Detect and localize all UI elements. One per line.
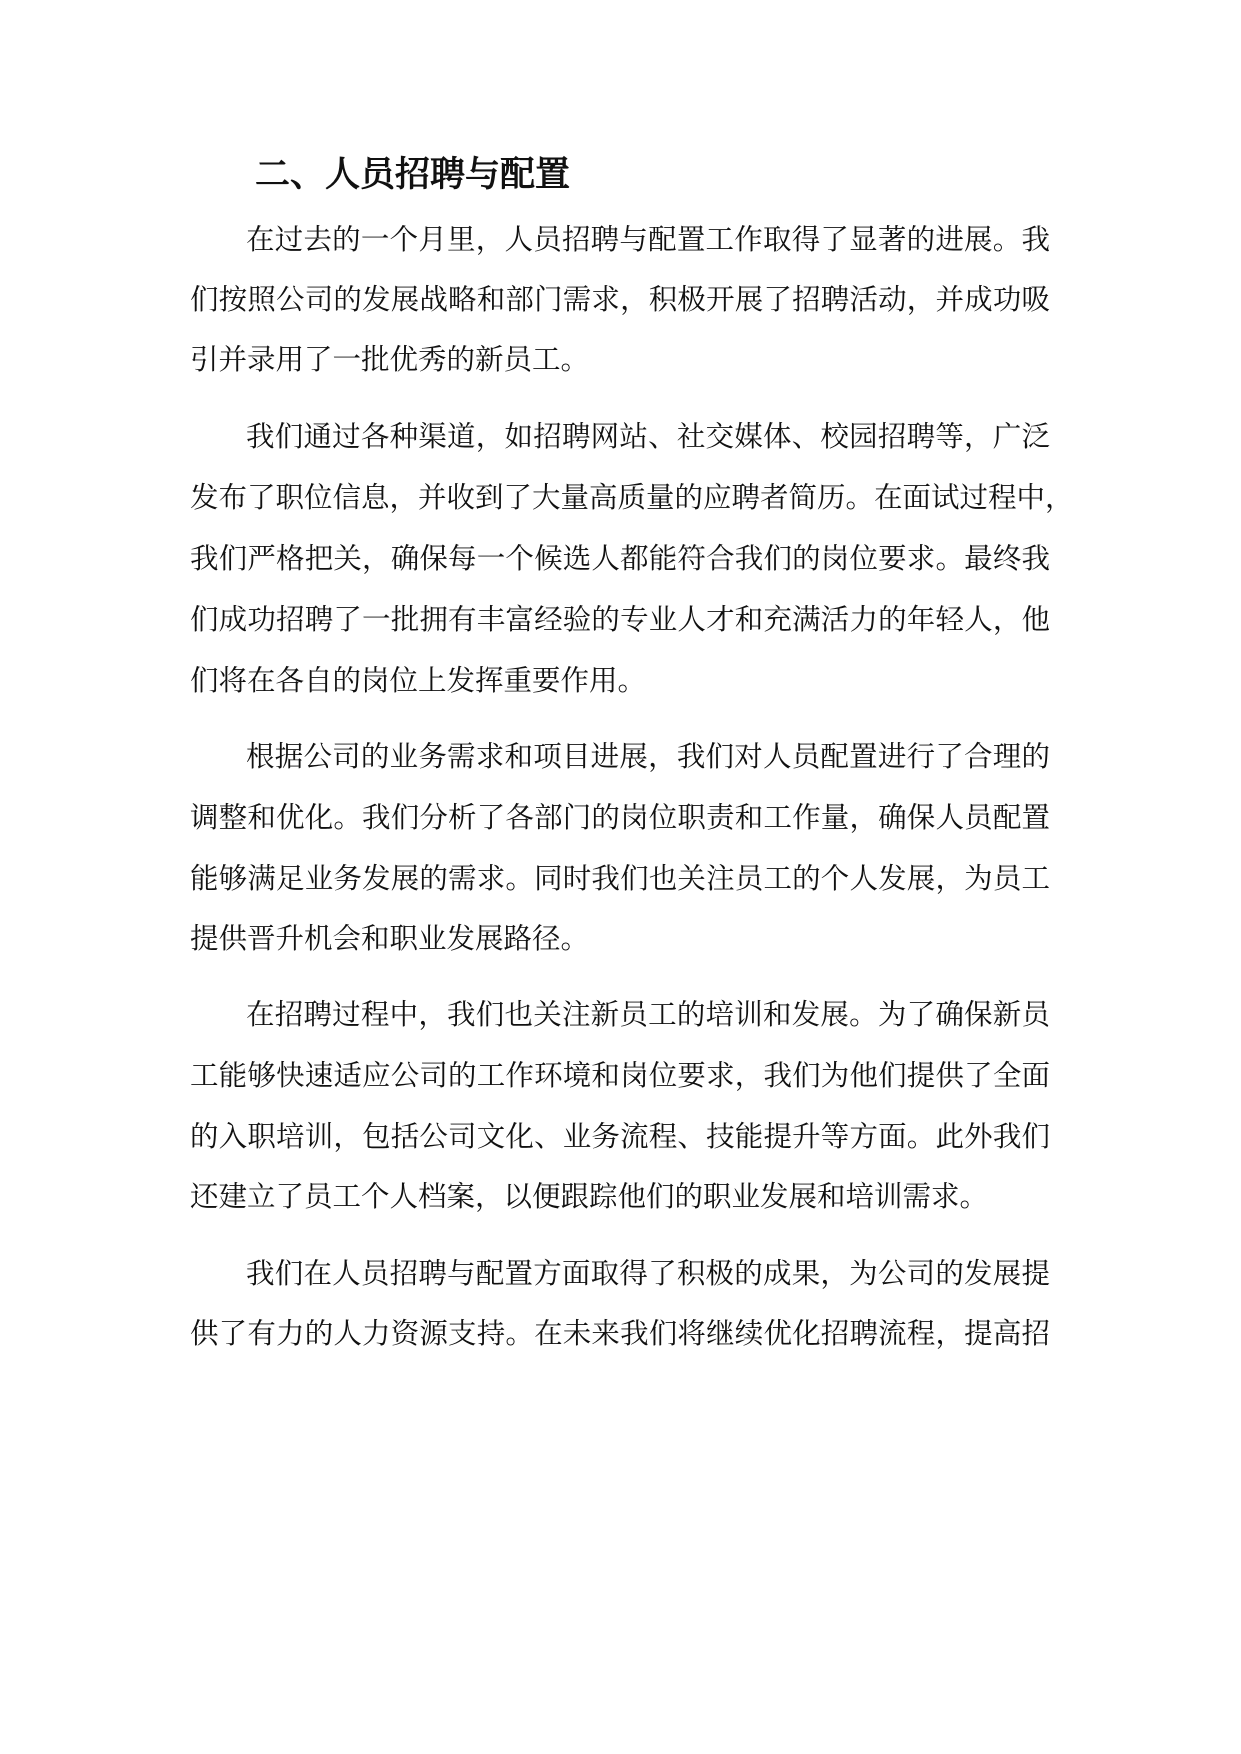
paragraph-1-line-3: 引并录用了一批优秀的新员工。 bbox=[190, 343, 590, 376]
paragraph-5-line-1: 我们在人员招聘与配置方面取得了积极的成果，为公司的发展提 bbox=[246, 1257, 1050, 1290]
paragraph-1-line-2: 们按照公司的发展战略和部门需求，积极开展了招聘活动，并成功吸 bbox=[190, 283, 1050, 316]
paragraph-2-line-2: 发布了职位信息，并收到了大量高质量的应聘者简历。在面试过程中， bbox=[190, 481, 1074, 514]
paragraph-4-line-4: 还建立了员工个人档案，以便跟踪他们的职业发展和培训需求。 bbox=[190, 1180, 989, 1213]
paragraph-1-line-1: 在过去的一个月里，人员招聘与配置工作取得了显著的进展。我 bbox=[246, 223, 1050, 256]
paragraph-3-line-1: 根据公司的业务需求和项目进展，我们对人员配置进行了合理的 bbox=[246, 740, 1050, 773]
paragraph-4-line-1: 在招聘过程中，我们也关注新员工的培训和发展。为了确保新员 bbox=[246, 998, 1050, 1031]
paragraph-4-line-2: 工能够快速适应公司的工作环境和岗位要求，我们为他们提供了全面 bbox=[190, 1059, 1050, 1092]
paragraph-2-line-4: 们成功招聘了一批拥有丰富经验的专业人才和充满活力的年轻人，他 bbox=[190, 603, 1050, 636]
paragraph-3-line-4: 提供晋升机会和职业发展路径。 bbox=[190, 922, 590, 955]
paragraph-5-line-2: 供了有力的人力资源支持。在未来我们将继续优化招聘流程，提高招 bbox=[190, 1317, 1050, 1350]
paragraph-2-line-1: 我们通过各种渠道，如招聘网站、社交媒体、校园招聘等，广泛 bbox=[246, 420, 1050, 453]
paragraph-3-line-3: 能够满足业务发展的需求。同时我们也关注员工的个人发展，为员工 bbox=[190, 862, 1050, 895]
section-heading: 二、人员招聘与配置 bbox=[255, 154, 571, 195]
paragraph-4-line-3: 的入职培训，包括公司文化、业务流程、技能提升等方面。此外我们 bbox=[190, 1120, 1050, 1153]
paragraph-2-line-3: 我们严格把关，确保每一个候选人都能符合我们的岗位要求。最终我 bbox=[190, 542, 1050, 575]
paragraph-3-line-2: 调整和优化。我们分析了各部门的岗位职责和工作量，确保人员配置 bbox=[190, 801, 1050, 834]
paragraph-2-line-5: 们将在各自的岗位上发挥重要作用。 bbox=[190, 664, 647, 697]
